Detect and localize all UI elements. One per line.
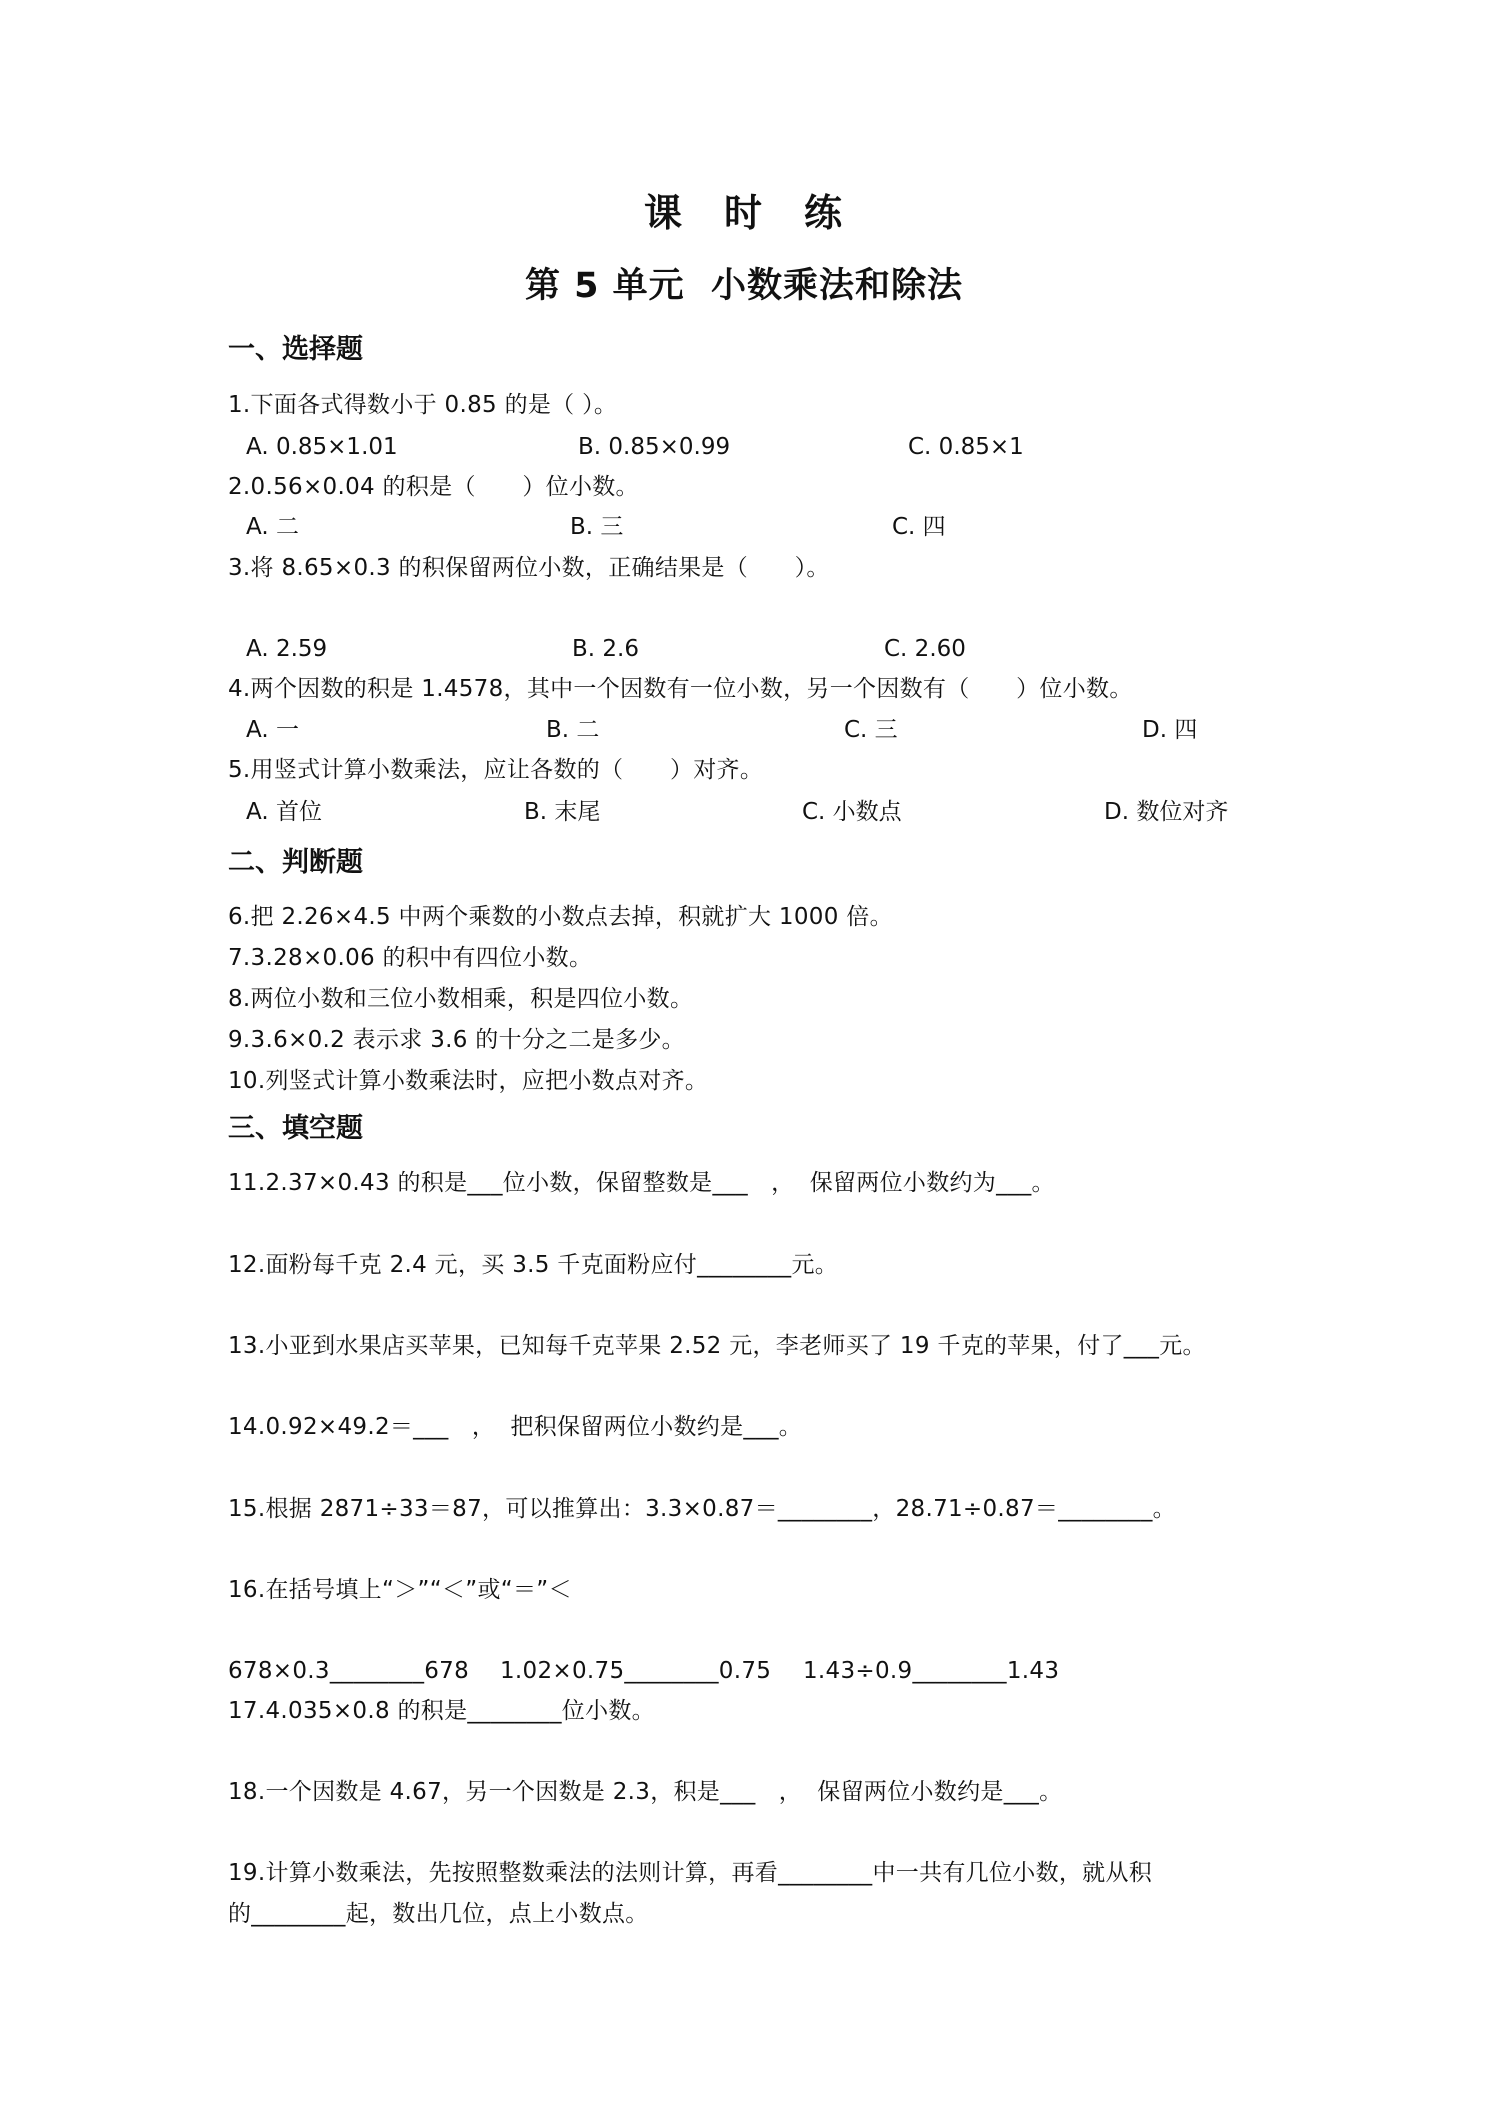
question-12: 12.面粉每千克 2.4 元，买 3.5 千克面粉应付________元。 [228, 1252, 839, 1278]
q3-option-a: A. 2.59 [246, 636, 328, 662]
question-13: 13.小亚到水果店买苹果，已知每千克苹果 2.52 元，李老师买了 19 千克的苹果，付了___元。 [228, 1333, 1206, 1359]
question-7: 7.3.28×0.06 的积中有四位小数。 [228, 945, 593, 971]
question-8: 8.两位小数和三位小数相乘，积是四位小数。 [228, 986, 694, 1012]
q16-comparison-1: 678×0.3________678 [228, 1658, 470, 1684]
question-9: 9.3.6×0.2 表示求 3.6 的十分之二是多少。 [228, 1027, 685, 1053]
q5-option-b: B. 末尾 [524, 799, 601, 825]
q5-option-a: A. 首位 [246, 799, 322, 825]
page-subtitle: 第 5 单元 小数乘法和除法 [524, 266, 964, 306]
question-14: 14.0.92×49.2＝___ ， 把积保留两位小数约是___。 [228, 1414, 803, 1440]
q4-option-b: B. 二 [546, 717, 600, 743]
question-1: 1.下面各式得数小于 0.85 的是（ ）。 [228, 392, 618, 418]
q2-option-c: C. 四 [892, 514, 946, 540]
question-6: 6.把 2.26×4.5 中两个乘数的小数点去掉，积就扩大 1000 倍。 [228, 904, 893, 930]
question-11: 11.2.37×0.43 的积是___位小数，保留整数是___ ， 保留两位小数约为___。 [228, 1170, 1055, 1196]
q4-option-d: D. 四 [1142, 717, 1198, 743]
q1-option-b: B. 0.85×0.99 [578, 434, 731, 460]
q2-option-b: B. 三 [570, 514, 624, 540]
q5-option-c: C. 小数点 [802, 799, 902, 825]
q4-option-a: A. 一 [246, 717, 299, 743]
section-heading-fill: 三、填空题 [228, 1113, 363, 1144]
question-18: 18.一个因数是 4.67，另一个因数是 2.3，积是___ ， 保留两位小数约是___。 [228, 1779, 1063, 1805]
q16-comparison-2: 1.02×0.75________0.75 [500, 1658, 772, 1684]
section-heading-choice: 一、选择题 [228, 334, 363, 365]
question-3: 3.将 8.65×0.3 的积保留两位小数，正确结果是（ ）。 [228, 555, 830, 581]
question-10: 10.列竖式计算小数乘法时，应把小数点对齐。 [228, 1068, 709, 1094]
question-19-line-2: 的________起，数出几位，点上小数点。 [228, 1901, 649, 1927]
q3-option-c: C. 2.60 [884, 636, 966, 662]
question-17: 17.4.035×0.8 的积是________位小数。 [228, 1698, 655, 1724]
question-2: 2.0.56×0.04 的积是（ ）位小数。 [228, 474, 639, 500]
q4-option-c: C. 三 [844, 717, 898, 743]
question-16: 16.在括号填上“＞”“＜”或“＝”＜ [228, 1577, 572, 1603]
question-15: 15.根据 2871÷33＝87，可以推算出：3.3×0.87＝________，28.71÷0.87＝________。 [228, 1496, 1176, 1522]
question-4: 4.两个因数的积是 1.4578，其中一个因数有一位小数，另一个因数有（ ）位小数。 [228, 676, 1133, 702]
question-5: 5.用竖式计算小数乘法，应让各数的（ ）对齐。 [228, 757, 764, 783]
q1-option-c: C. 0.85×1 [908, 434, 1024, 460]
q1-option-a: A. 0.85×1.01 [246, 434, 398, 460]
section-heading-judge: 二、判断题 [228, 847, 363, 878]
q5-option-d: D. 数位对齐 [1104, 799, 1229, 825]
q3-option-b: B. 2.6 [572, 636, 639, 662]
page-title: 课 时 练 [643, 191, 844, 235]
question-19-line-1: 19.计算小数乘法，先按照整数乘法的法则计算，再看________中一共有几位小数，就从积 [228, 1860, 1153, 1886]
q16-comparison-3: 1.43÷0.9________1.43 [803, 1658, 1060, 1684]
q2-option-a: A. 二 [246, 514, 299, 540]
